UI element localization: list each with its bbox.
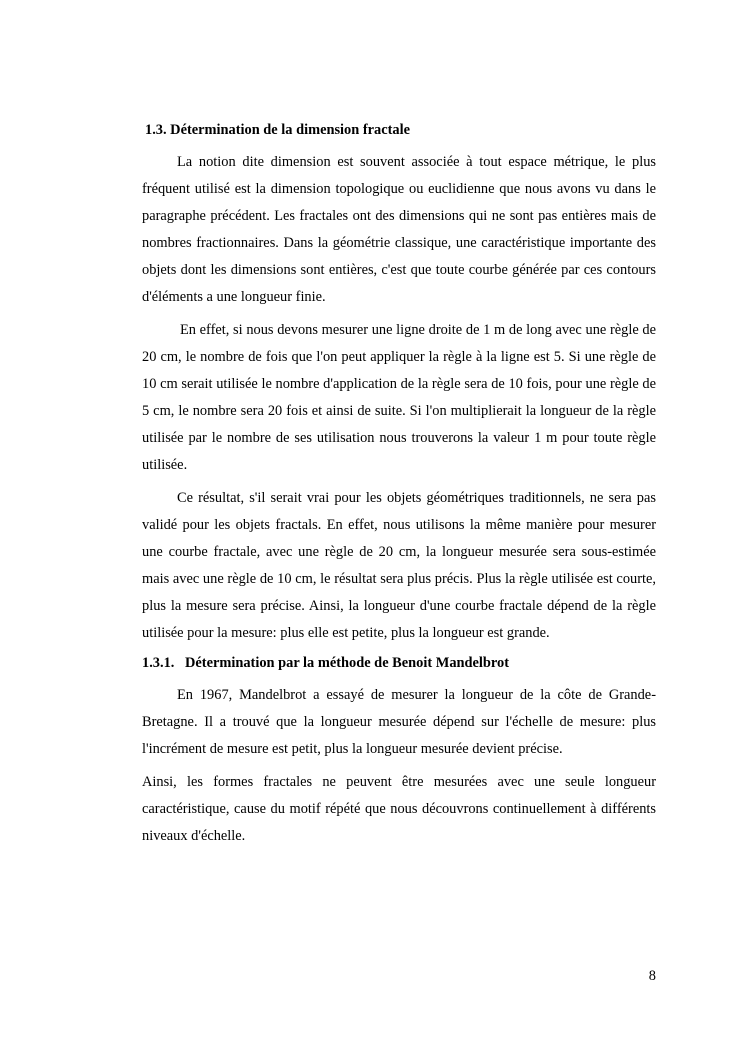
page-content — [142, 120, 656, 856]
subsection-number: 1.3.1. — [142, 655, 175, 671]
paragraph-dimension-notion: La notion dite dimension est souvent associée à tout espace métrique, le plus fréquent utilisé est la dimension topologique ou euclidienne que nous avons vu dans le paragraphe précédent. Les fractales ont des dimensions qui ne sont pas entières mais de nombres fractionnaires. Dans la géométrie classique, une caractéristique importante des objets dont les dimensions sont entières, c'est que toute courbe générée par ces contours d'éléments a une longueur finie. — [142, 154, 656, 305]
paragraph-fractal-measurement: Ce résultat, s'il serait vrai pour les objets géométriques traditionnels, ne sera pas validé pour les objets fractals. En effet, nous utilisons la même manière pour mesurer une courbe fractale, avec une règle de 20 cm, la longueur mesurée sera sous-estimée mais avec une règle de 10 cm, le résultat sera plus précis. Plus la règle utilisée est courte, plus la mesure sera précise. Ainsi, la longueur d'une courbe fractale dépend de la règle utilisée pour la mesure: plus elle est petite, plus la longueur est grande. — [142, 490, 656, 641]
section-heading: 1.3. Détermination de la dimension fractale — [145, 122, 410, 138]
paragraph-mandelbrot-coastline: En 1967, Mandelbrot a essayé de mesurer la longueur de la côte de Grande-Bretagne. Il a trouvé que la longueur mesurée dépend sur l'échelle de mesure: plus l'incrément de mesure est petit, plus la longueur mesurée devient précise. — [142, 687, 656, 757]
paragraph-ruler-example: En effet, si nous devons mesurer une ligne droite de 1 m de long avec une règle de 20 cm, le nombre de fois que l'on peut appliquer la règle à la ligne est 5. Si une règle de 10 cm serait utilisée le nombre d'application de la règle sera de 10 fois, pour une règle de 5 cm, le nombre sera 20 fois et ainsi de suite. Si l'on multiplierait la longueur de la règle utilisée par le nombre de ses utilisation nous trouverons la valeur 1 m pour toute règle utilisée. — [142, 322, 656, 473]
subsection-heading — [142, 653, 656, 673]
paragraph-fractal-forms: Ainsi, les formes fractales ne peuvent être mesurées avec une seule longueur caractéristique, cause du motif répété que nous découvrons continuellement à différents niveaux d'échelle. — [142, 774, 656, 844]
subsection-title: Détermination par la méthode de Benoit Mandelbrot — [185, 655, 510, 671]
page-number: 8 — [648, 968, 656, 984]
